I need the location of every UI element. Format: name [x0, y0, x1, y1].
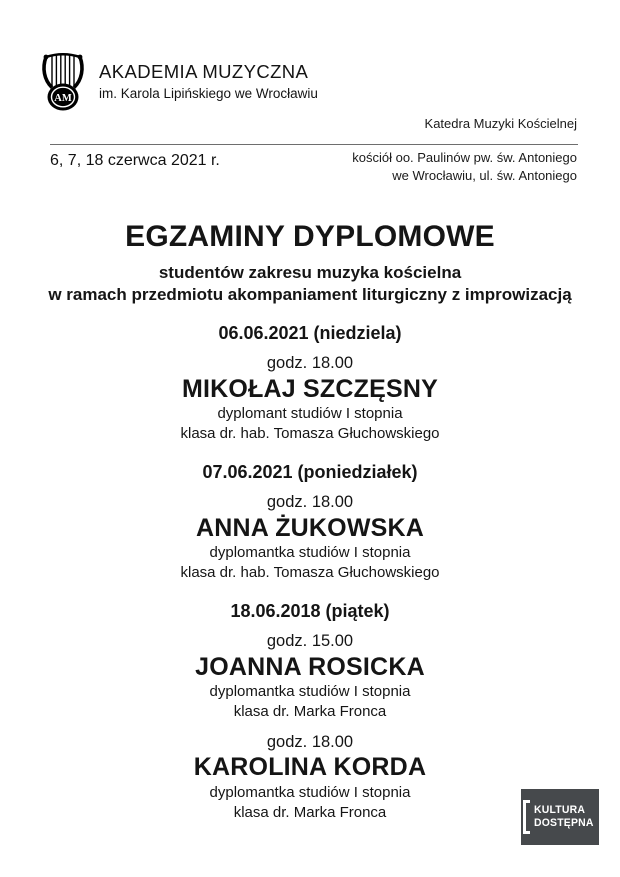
poster-body — [0, 220, 620, 823]
entry-class: klasa dr. Marka Fronca — [233, 703, 387, 721]
exam-entry — [0, 353, 620, 444]
kultura-dostepna-badge — [521, 789, 599, 845]
exam-section-1 — [0, 323, 620, 445]
entry-class: klasa dr. hab. Tomasza Głuchowskiego — [180, 564, 440, 582]
lyre-icon — [37, 50, 89, 112]
badge-line-1: KULTURA — [534, 804, 586, 817]
badge-text — [534, 804, 594, 829]
section-date: 07.06.2021 (poniedziałek) — [202, 461, 418, 482]
event-dates: 6, 7, 18 czerwca 2021 r. — [50, 152, 220, 169]
bracket-icon — [523, 800, 530, 834]
entry-time: godz. 18.00 — [266, 354, 354, 373]
page-subtitle — [0, 262, 620, 306]
entry-role: dyplomantka studiów I stopnia — [209, 683, 411, 701]
entry-role: dyplomantka studiów I stopnia — [209, 783, 411, 801]
entry-time: godz. 18.00 — [266, 732, 354, 751]
subtitle-line-2: w ramach przedmiotu akompaniament liturgiczny z improwizacją — [48, 284, 572, 304]
entry-class: klasa dr. Marka Fronca — [233, 803, 387, 821]
badge-line-2: DOSTĘPNA — [534, 817, 594, 829]
subtitle-line-1: studentów zakresu muzyka kościelna — [158, 263, 462, 282]
section-date: 06.06.2021 (niedziela) — [218, 322, 402, 343]
section-date: 18.06.2018 (piątek) — [230, 600, 390, 621]
venue-line-2: we Wrocławiu, ul. św. Antoniego — [392, 168, 577, 184]
entry-student-name: KAROLINA KORDA — [193, 753, 427, 782]
venue-line-1: kościół oo. Paulinów pw. św. Antoniego — [352, 150, 577, 165]
page-title: EGZAMINY DYPLOMOWE — [125, 220, 495, 253]
entry-student-name: MIKOŁAJ SZCZĘSNY — [182, 374, 438, 403]
academy-logo-text — [99, 61, 318, 101]
department-name: Katedra Muzyki Kościelnej — [424, 116, 577, 131]
entry-student-name: JOANNA ROSICKA — [195, 652, 425, 681]
header-divider — [50, 144, 578, 145]
academy-name: AKADEMIA MUZYCZNA — [99, 61, 309, 82]
exam-entry — [0, 631, 620, 722]
entry-time: godz. 18.00 — [266, 493, 354, 512]
venue-address — [352, 149, 577, 186]
academy-subtitle: im. Karola Lipińskiego we Wrocławiu — [99, 86, 318, 101]
exam-entry — [0, 492, 620, 583]
entry-class: klasa dr. hab. Tomasza Głuchowskiego — [180, 425, 440, 443]
entry-role: dyplomant studiów I stopnia — [217, 405, 403, 423]
logo-monogram: AM — [54, 93, 72, 104]
exam-section-2 — [0, 462, 620, 584]
entry-role: dyplomantka studiów I stopnia — [209, 544, 411, 562]
entry-time: godz. 15.00 — [266, 632, 354, 651]
academy-logo — [37, 50, 318, 112]
entry-student-name: ANNA ŻUKOWSKA — [195, 513, 425, 542]
